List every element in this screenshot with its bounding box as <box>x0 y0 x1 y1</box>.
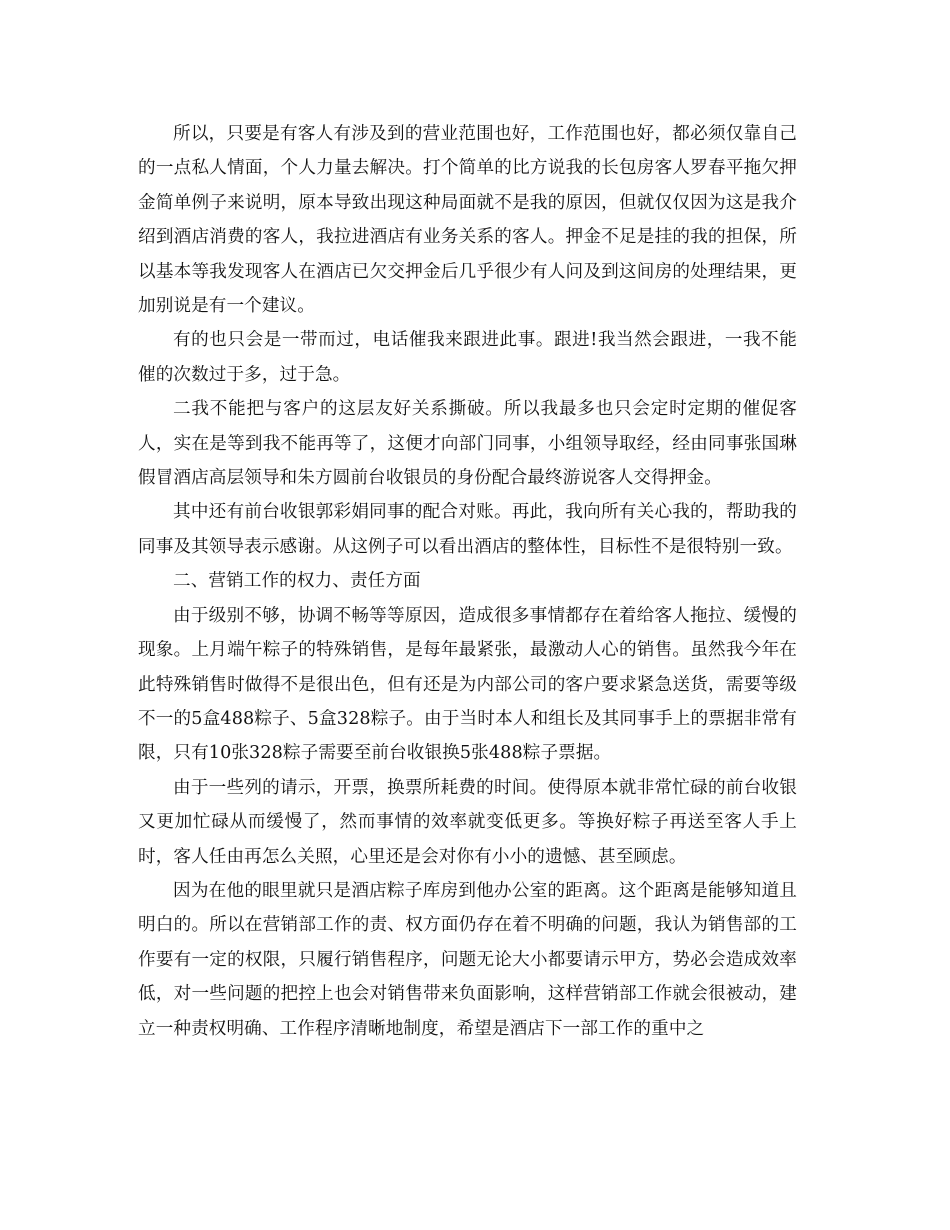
paragraph-4: 其中还有前台收银郭彩娟同事的配合对账。再此，我向所有关心我的，帮助我的同事及其领导表示感谢。从这例子可以看出酒店的整体性，目标性不是很特别一致。 <box>138 502 797 557</box>
paragraph-7: 因为在他的眼里就只是酒店粽子库房到他办公室的距离。这个距离是能够知道且明白的。所以在营销部工作的责、权方面仍存在着不明确的问题，我认为销售部的工作要有一定的权限，只履行销售程序，问题无论大小都要请示甲方，势必会造成效率低，对一些问题的把控上也会对销售带来负面影响，这样营销部工作就会很被动，建立一种责权明确、工作程序清晰地制度，希望是酒店下一部工作的重中之 <box>138 880 797 1039</box>
paragraph-2: 有的也只会是一带而过，电话催我来跟进此事。跟进!我当然会跟进，一我不能催的次数过于多，过于急。 <box>138 330 797 385</box>
section-heading: 二、营销工作的权力、责任方面 <box>173 571 421 592</box>
paragraph-6: 由于一些列的请示，开票，换票所耗费的时间。使得原本就非常忙碌的前台收银又更加忙碌从而缓慢了，然而事情的效率就变低更多。等换好粽子再送至客人手上时，客人任由再怎么关照，心里还是会对你有小小的遗憾、甚至顾虑。 <box>138 777 797 867</box>
paragraph-1: 所以，只要是有客人有涉及到的营业范围也好，工作范围也好，都必须仅靠自己的一点私人情面，个人力量去解决。打个简单的比方说我的长包房客人罗春平拖欠押金简单例子来说明，原本导致出现这种局面就不是我的原因，但就仅仅因为这是我介绍到酒店消费的客人，我拉进酒店有业务关系的客人。押金不足是挂的我的担保，所以基本等我发现客人在酒店已欠交押金后几乎很少有人问及到这间房的处理结果，更加别说是有一个建议。 <box>138 124 797 317</box>
paragraph-3: 二我不能把与客户的这层友好关系撕破。所以我最多也只会定时定期的催促客人，实在是等到我不能再等了，这便才向部门同事，小组领导取经，经由同事张国琳假冒酒店高层领导和朱方圆前台收银员的身份配合最终游说客人交得押金。 <box>138 399 797 489</box>
paragraph-5: 由于级别不够，协调不畅等等原因，造成很多事情都存在着给客人拖拉、缓慢的现象。上月端午粽子的特殊销售，是每年最紧张，最激动人心的销售。虽然我今年在此特殊销售时做得不是很出色，但有还是为内部公司的客户要求紧急送货，需要等级不一的5盒488粽子、5盒328粽子。由于当时本人和组长及其同事手上的票据非常有限，只有10张328粽子需要至前台收银换5张488粽子票据。 <box>138 605 797 764</box>
